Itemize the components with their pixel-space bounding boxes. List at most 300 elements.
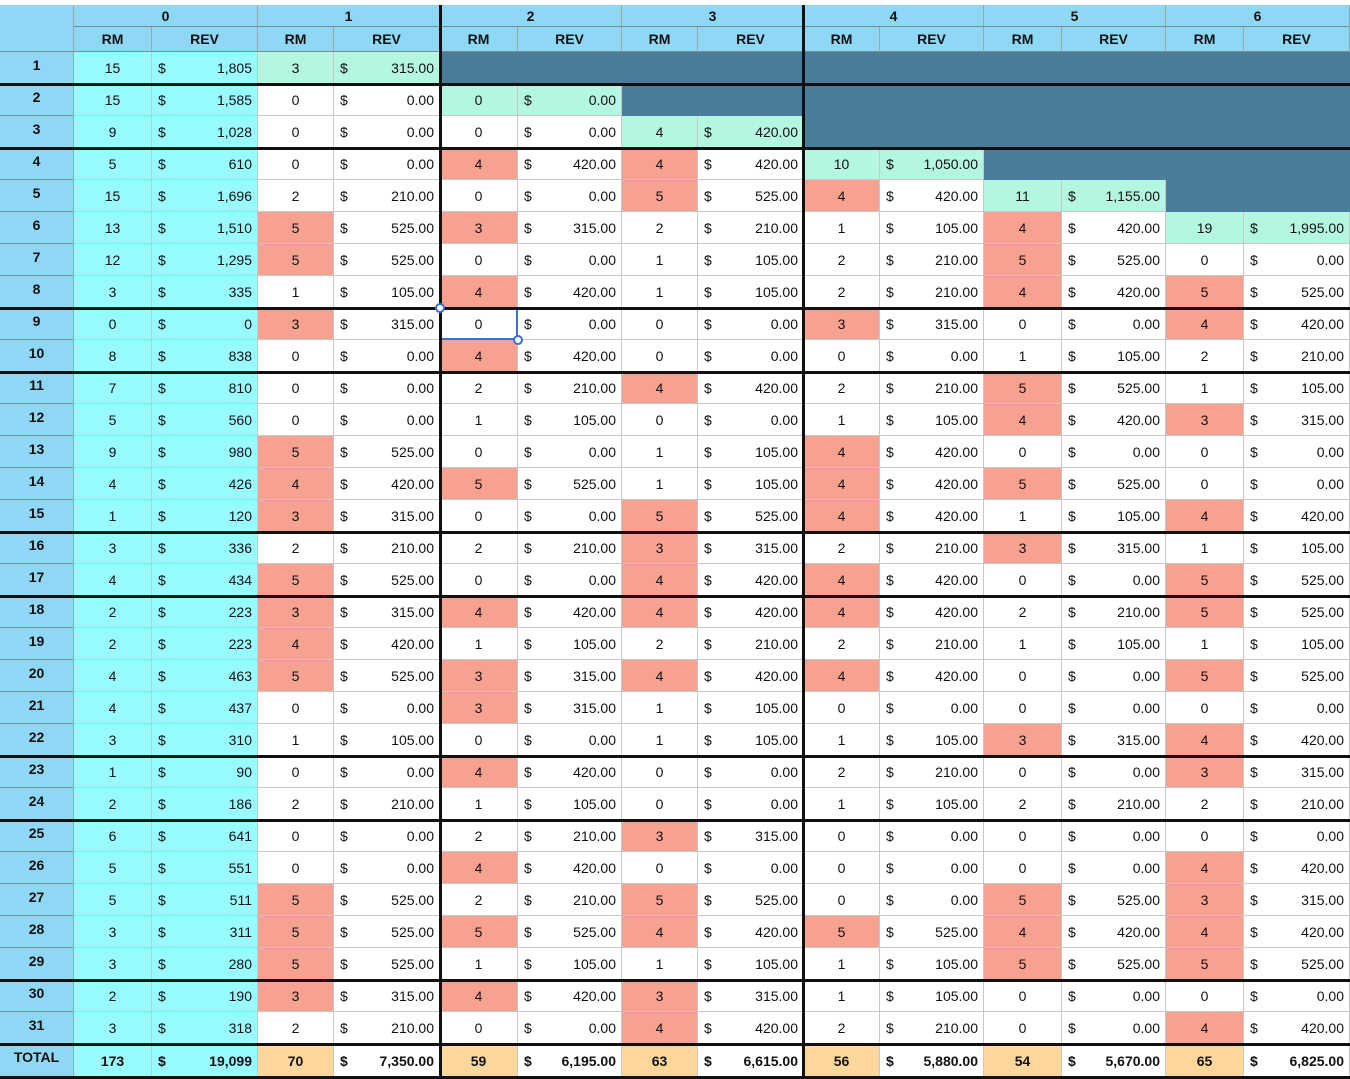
rm-cell[interactable]: 5	[258, 436, 334, 468]
rev-cell[interactable]	[518, 692, 622, 724]
rev-cell[interactable]	[1062, 1012, 1166, 1044]
rev-cell[interactable]	[518, 308, 622, 340]
rev-cell[interactable]	[1062, 596, 1166, 628]
rm-cell[interactable]: 1	[622, 948, 698, 980]
rev-header[interactable]: REV	[698, 27, 804, 52]
rm-cell[interactable]: 4	[622, 116, 698, 148]
rm-cell[interactable]: 0	[440, 436, 518, 468]
rev-cell[interactable]	[1244, 500, 1350, 532]
rm-cell[interactable]: 1	[440, 404, 518, 436]
rm-cell[interactable]: 4	[440, 980, 518, 1012]
rm-cell[interactable]: 1	[804, 404, 880, 436]
rev-cell[interactable]	[698, 948, 804, 980]
rev-cell[interactable]	[334, 724, 440, 756]
rev-cell[interactable]	[698, 212, 804, 244]
rev-cell[interactable]	[698, 820, 804, 852]
rm-cell[interactable]: 5	[258, 564, 334, 596]
rev-cell[interactable]	[1062, 436, 1166, 468]
rm-cell[interactable]: 3	[74, 916, 152, 948]
rm-header[interactable]: RM	[804, 27, 880, 52]
rm-cell[interactable]: 1	[258, 276, 334, 308]
rev-cell[interactable]	[698, 436, 804, 468]
rev-cell[interactable]	[152, 980, 258, 1012]
rm-cell[interactable]: 4	[1166, 1012, 1244, 1044]
row-header-2[interactable]: 2	[0, 84, 74, 116]
rev-cell[interactable]	[334, 212, 440, 244]
group-header-3[interactable]: 3	[622, 5, 804, 27]
rev-cell[interactable]	[152, 244, 258, 276]
rev-cell[interactable]	[698, 564, 804, 596]
row-header-19[interactable]: 19	[0, 628, 74, 660]
rm-cell[interactable]: 5	[984, 948, 1062, 980]
rev-cell[interactable]	[518, 948, 622, 980]
row-header-24[interactable]: 24	[0, 788, 74, 820]
total-rev-cell[interactable]	[518, 1044, 622, 1078]
rm-cell[interactable]: 2	[440, 532, 518, 564]
rev-cell[interactable]	[1244, 724, 1350, 756]
rm-cell[interactable]: 5	[984, 372, 1062, 404]
rev-cell[interactable]	[518, 212, 622, 244]
rm-cell[interactable]: 0	[804, 852, 880, 884]
rm-cell[interactable]: 2	[440, 884, 518, 916]
rev-cell[interactable]	[880, 724, 984, 756]
rev-cell[interactable]	[518, 724, 622, 756]
rm-cell[interactable]: 2	[804, 628, 880, 660]
rm-cell[interactable]: 2	[804, 244, 880, 276]
rev-cell[interactable]	[518, 500, 622, 532]
rev-cell[interactable]	[152, 724, 258, 756]
rev-cell[interactable]	[334, 244, 440, 276]
rev-cell[interactable]	[518, 916, 622, 948]
rev-cell[interactable]	[152, 372, 258, 404]
rm-cell[interactable]: 5	[74, 852, 152, 884]
rev-cell[interactable]	[880, 340, 984, 372]
rev-cell[interactable]	[334, 660, 440, 692]
rm-cell[interactable]: 4	[622, 1012, 698, 1044]
rm-cell[interactable]: 0	[984, 436, 1062, 468]
rm-cell[interactable]: 2	[622, 628, 698, 660]
rev-cell[interactable]	[880, 980, 984, 1012]
rev-cell[interactable]	[698, 308, 804, 340]
rev-header[interactable]: REV	[1062, 27, 1166, 52]
rev-cell[interactable]	[518, 980, 622, 1012]
rm-cell[interactable]: 5	[258, 660, 334, 692]
row-header-9[interactable]: 9	[0, 308, 74, 340]
rm-cell[interactable]: 3	[984, 532, 1062, 564]
selected-cell[interactable]: 0	[440, 308, 518, 340]
row-header-6[interactable]: 6	[0, 212, 74, 244]
rm-cell[interactable]: 3	[74, 724, 152, 756]
rev-cell[interactable]	[518, 788, 622, 820]
rm-cell[interactable]: 15	[74, 52, 152, 84]
rm-cell[interactable]: 0	[440, 1012, 518, 1044]
rm-cell[interactable]: 0	[1166, 244, 1244, 276]
rm-cell[interactable]: 5	[1166, 596, 1244, 628]
rev-cell[interactable]	[1244, 692, 1350, 724]
rev-cell[interactable]	[1244, 852, 1350, 884]
rev-cell[interactable]	[880, 1012, 984, 1044]
rev-cell[interactable]	[880, 404, 984, 436]
rev-cell[interactable]	[698, 180, 804, 212]
rev-cell[interactable]	[152, 404, 258, 436]
rev-cell[interactable]	[698, 244, 804, 276]
rm-cell[interactable]: 0	[984, 660, 1062, 692]
rev-cell[interactable]	[518, 468, 622, 500]
rev-cell[interactable]	[1062, 276, 1166, 308]
rm-cell[interactable]: 0	[1166, 820, 1244, 852]
rm-cell[interactable]: 4	[804, 500, 880, 532]
rev-cell[interactable]	[334, 84, 440, 116]
rev-cell[interactable]	[334, 180, 440, 212]
rev-cell[interactable]	[334, 980, 440, 1012]
rev-cell[interactable]	[518, 820, 622, 852]
rm-cell[interactable]: 2	[258, 788, 334, 820]
rm-cell[interactable]: 2	[74, 628, 152, 660]
rm-cell[interactable]: 2	[804, 372, 880, 404]
rm-cell[interactable]: 1	[622, 692, 698, 724]
rm-cell[interactable]: 0	[984, 308, 1062, 340]
rev-cell[interactable]	[334, 468, 440, 500]
rm-cell[interactable]: 4	[440, 276, 518, 308]
rev-cell[interactable]	[880, 852, 984, 884]
rm-cell[interactable]: 4	[440, 340, 518, 372]
rev-cell[interactable]	[334, 884, 440, 916]
rm-cell[interactable]: 0	[622, 788, 698, 820]
rm-cell[interactable]: 0	[258, 84, 334, 116]
rm-cell[interactable]: 5	[258, 244, 334, 276]
rm-cell[interactable]: 4	[804, 436, 880, 468]
rev-cell[interactable]	[334, 436, 440, 468]
rm-cell[interactable]: 2	[74, 596, 152, 628]
rev-cell[interactable]	[1244, 788, 1350, 820]
rev-cell[interactable]	[1062, 852, 1166, 884]
rm-cell[interactable]: 3	[258, 596, 334, 628]
rm-cell[interactable]: 0	[440, 500, 518, 532]
rev-cell[interactable]	[152, 148, 258, 180]
row-header-10[interactable]: 10	[0, 340, 74, 372]
rm-cell[interactable]: 5	[1166, 564, 1244, 596]
rev-cell[interactable]	[334, 500, 440, 532]
rev-cell[interactable]	[334, 692, 440, 724]
rm-cell[interactable]: 3	[1166, 404, 1244, 436]
rm-cell[interactable]: 4	[74, 692, 152, 724]
row-header-4[interactable]: 4	[0, 148, 74, 180]
rm-cell[interactable]: 4	[74, 564, 152, 596]
rm-cell[interactable]: 5	[440, 916, 518, 948]
total-rev-cell[interactable]	[1062, 1044, 1166, 1078]
rev-cell[interactable]	[518, 852, 622, 884]
rev-cell[interactable]	[1062, 788, 1166, 820]
rm-cell[interactable]: 1	[1166, 372, 1244, 404]
rm-cell[interactable]: 0	[440, 724, 518, 756]
rev-cell[interactable]	[880, 660, 984, 692]
rm-cell[interactable]: 6	[74, 820, 152, 852]
row-header-18[interactable]: 18	[0, 596, 74, 628]
rev-cell[interactable]	[698, 532, 804, 564]
rev-cell[interactable]	[1062, 180, 1166, 212]
rev-cell[interactable]	[1062, 500, 1166, 532]
rm-cell[interactable]: 5	[984, 244, 1062, 276]
rm-cell[interactable]: 3	[74, 1012, 152, 1044]
rev-cell[interactable]	[698, 980, 804, 1012]
rev-cell[interactable]	[1062, 468, 1166, 500]
rev-cell[interactable]	[698, 628, 804, 660]
rm-cell[interactable]: 9	[74, 116, 152, 148]
rm-cell[interactable]: 0	[804, 884, 880, 916]
rm-cell[interactable]: 0	[258, 820, 334, 852]
rm-cell[interactable]: 3	[622, 980, 698, 1012]
rm-cell[interactable]: 4	[804, 468, 880, 500]
rm-cell[interactable]: 15	[74, 84, 152, 116]
row-header-30[interactable]: 30	[0, 980, 74, 1012]
rm-cell[interactable]: 0	[440, 180, 518, 212]
rm-cell[interactable]: 4	[804, 180, 880, 212]
rm-cell[interactable]: 0	[1166, 692, 1244, 724]
rev-cell[interactable]	[334, 916, 440, 948]
rm-cell[interactable]: 0	[1166, 980, 1244, 1012]
rm-cell[interactable]: 1	[440, 628, 518, 660]
row-header-21[interactable]: 21	[0, 692, 74, 724]
rev-cell[interactable]	[1244, 948, 1350, 980]
rm-cell[interactable]: 3	[258, 980, 334, 1012]
total-rev-cell[interactable]	[152, 1044, 258, 1078]
row-header-28[interactable]: 28	[0, 916, 74, 948]
rm-cell[interactable]: 0	[258, 404, 334, 436]
rev-cell[interactable]	[1062, 628, 1166, 660]
rev-cell[interactable]	[698, 116, 804, 148]
rm-cell[interactable]: 12	[74, 244, 152, 276]
rm-cell[interactable]: 5	[74, 884, 152, 916]
total-rev-cell[interactable]	[1244, 1044, 1350, 1078]
rev-cell[interactable]	[880, 500, 984, 532]
rev-cell[interactable]	[1062, 372, 1166, 404]
rev-header[interactable]: REV	[334, 27, 440, 52]
rev-header[interactable]: REV	[880, 27, 984, 52]
rev-cell[interactable]	[518, 340, 622, 372]
rm-cell[interactable]: 3	[74, 276, 152, 308]
rev-cell[interactable]	[1062, 884, 1166, 916]
total-rm-cell[interactable]: 56	[804, 1044, 880, 1078]
row-header-29[interactable]: 29	[0, 948, 74, 980]
rev-cell[interactable]	[880, 212, 984, 244]
rev-cell[interactable]	[698, 884, 804, 916]
rev-cell[interactable]	[1062, 532, 1166, 564]
rev-cell[interactable]	[880, 180, 984, 212]
rm-cell[interactable]: 4	[74, 660, 152, 692]
row-header-31[interactable]: 31	[0, 1012, 74, 1044]
rev-cell[interactable]	[152, 436, 258, 468]
rm-cell[interactable]: 1	[804, 948, 880, 980]
rm-cell[interactable]: 5	[74, 148, 152, 180]
rev-cell[interactable]	[1244, 372, 1350, 404]
rev-cell[interactable]	[518, 244, 622, 276]
row-header-23[interactable]: 23	[0, 756, 74, 788]
rm-cell[interactable]: 3	[258, 52, 334, 84]
group-header-4[interactable]: 4	[804, 5, 984, 27]
rm-cell[interactable]: 5	[622, 500, 698, 532]
rm-cell[interactable]: 1	[804, 788, 880, 820]
rm-cell[interactable]: 1	[984, 628, 1062, 660]
rm-cell[interactable]: 19	[1166, 212, 1244, 244]
rev-cell[interactable]	[334, 820, 440, 852]
rm-cell[interactable]: 0	[440, 244, 518, 276]
rm-cell[interactable]: 4	[804, 596, 880, 628]
rev-cell[interactable]	[1244, 660, 1350, 692]
total-rm-cell[interactable]: 63	[622, 1044, 698, 1078]
rev-cell[interactable]	[698, 756, 804, 788]
rm-cell[interactable]: 0	[440, 116, 518, 148]
rm-cell[interactable]: 3	[984, 724, 1062, 756]
rev-cell[interactable]	[334, 404, 440, 436]
rev-cell[interactable]	[152, 916, 258, 948]
row-header-5[interactable]: 5	[0, 180, 74, 212]
rev-cell[interactable]	[518, 564, 622, 596]
rm-cell[interactable]: 4	[804, 660, 880, 692]
rm-cell[interactable]: 0	[258, 148, 334, 180]
rev-cell[interactable]	[518, 436, 622, 468]
rm-cell[interactable]: 0	[258, 340, 334, 372]
rm-cell[interactable]: 0	[984, 692, 1062, 724]
rev-cell[interactable]	[334, 1012, 440, 1044]
rm-cell[interactable]: 2	[622, 212, 698, 244]
rev-cell[interactable]	[1244, 596, 1350, 628]
rev-cell[interactable]	[880, 532, 984, 564]
rm-cell[interactable]: 1	[74, 756, 152, 788]
rev-cell[interactable]	[880, 820, 984, 852]
row-header-22[interactable]: 22	[0, 724, 74, 756]
rev-cell[interactable]	[334, 564, 440, 596]
rev-cell[interactable]	[1244, 564, 1350, 596]
rm-cell[interactable]: 0	[622, 852, 698, 884]
rev-cell[interactable]	[152, 276, 258, 308]
rm-cell[interactable]: 4	[1166, 852, 1244, 884]
rm-cell[interactable]: 4	[622, 372, 698, 404]
rm-cell[interactable]: 4	[804, 564, 880, 596]
rev-cell[interactable]	[1062, 564, 1166, 596]
rm-cell[interactable]: 0	[440, 84, 518, 116]
rm-cell[interactable]: 1	[622, 244, 698, 276]
rm-header[interactable]: RM	[440, 27, 518, 52]
total-rm-cell[interactable]: 59	[440, 1044, 518, 1078]
rm-cell[interactable]: 2	[74, 788, 152, 820]
rev-cell[interactable]	[880, 372, 984, 404]
rm-cell[interactable]: 3	[440, 692, 518, 724]
rm-cell[interactable]: 4	[622, 916, 698, 948]
rev-cell[interactable]	[518, 1012, 622, 1044]
rev-cell[interactable]	[1244, 980, 1350, 1012]
rev-cell[interactable]	[152, 692, 258, 724]
rm-cell[interactable]: 4	[622, 148, 698, 180]
rm-cell[interactable]: 0	[622, 308, 698, 340]
rm-header[interactable]: RM	[74, 27, 152, 52]
total-rev-cell[interactable]	[698, 1044, 804, 1078]
rev-cell[interactable]	[334, 116, 440, 148]
rev-cell[interactable]	[518, 756, 622, 788]
rm-cell[interactable]: 2	[984, 596, 1062, 628]
rev-cell[interactable]	[1244, 916, 1350, 948]
rm-cell[interactable]: 2	[804, 276, 880, 308]
rm-cell[interactable]: 2	[804, 1012, 880, 1044]
rm-cell[interactable]: 0	[984, 852, 1062, 884]
rm-cell[interactable]: 3	[622, 820, 698, 852]
rm-cell[interactable]: 3	[622, 532, 698, 564]
rm-cell[interactable]: 2	[258, 180, 334, 212]
rm-cell[interactable]: 1	[984, 340, 1062, 372]
rev-cell[interactable]	[880, 884, 984, 916]
rm-cell[interactable]: 0	[804, 340, 880, 372]
rev-cell[interactable]	[1062, 244, 1166, 276]
group-header-2[interactable]: 2	[440, 5, 622, 27]
rev-cell[interactable]	[1244, 212, 1350, 244]
rev-cell[interactable]	[880, 276, 984, 308]
rm-cell[interactable]: 1	[804, 724, 880, 756]
rev-cell[interactable]	[334, 756, 440, 788]
rm-cell[interactable]: 0	[622, 404, 698, 436]
rev-cell[interactable]	[1244, 308, 1350, 340]
rev-cell[interactable]	[1244, 436, 1350, 468]
rm-cell[interactable]: 5	[1166, 948, 1244, 980]
rm-cell[interactable]: 0	[804, 820, 880, 852]
rev-cell[interactable]	[698, 372, 804, 404]
total-rm-cell[interactable]: 54	[984, 1044, 1062, 1078]
rev-cell[interactable]	[152, 340, 258, 372]
rm-cell[interactable]: 3	[440, 660, 518, 692]
rev-cell[interactable]	[1244, 1012, 1350, 1044]
rev-cell[interactable]	[334, 148, 440, 180]
rm-cell[interactable]: 2	[1166, 788, 1244, 820]
rev-cell[interactable]	[518, 404, 622, 436]
rm-cell[interactable]: 0	[622, 340, 698, 372]
rm-cell[interactable]: 0	[622, 756, 698, 788]
rm-cell[interactable]: 0	[984, 1012, 1062, 1044]
rev-cell[interactable]	[698, 1012, 804, 1044]
rm-cell[interactable]: 0	[74, 308, 152, 340]
rev-cell[interactable]	[152, 596, 258, 628]
row-header-7[interactable]: 7	[0, 244, 74, 276]
rev-cell[interactable]	[152, 116, 258, 148]
rm-cell[interactable]: 1	[440, 788, 518, 820]
rm-header[interactable]: RM	[984, 27, 1062, 52]
rm-cell[interactable]: 3	[74, 948, 152, 980]
rev-cell[interactable]	[880, 436, 984, 468]
group-header-0[interactable]: 0	[74, 5, 258, 27]
rev-cell[interactable]	[334, 628, 440, 660]
rm-cell[interactable]: 3	[74, 532, 152, 564]
rev-cell[interactable]	[1062, 692, 1166, 724]
total-rev-cell[interactable]	[880, 1044, 984, 1078]
rm-cell[interactable]: 1	[622, 436, 698, 468]
rm-cell[interactable]: 11	[984, 180, 1062, 212]
rev-cell[interactable]	[880, 596, 984, 628]
total-rev-cell[interactable]	[334, 1044, 440, 1078]
total-rm-cell[interactable]: 173	[74, 1044, 152, 1078]
rev-cell[interactable]	[518, 180, 622, 212]
rm-cell[interactable]: 4	[984, 916, 1062, 948]
row-header-11[interactable]: 11	[0, 372, 74, 404]
rev-cell[interactable]	[334, 276, 440, 308]
rev-cell[interactable]	[698, 724, 804, 756]
rm-cell[interactable]: 7	[74, 372, 152, 404]
rev-cell[interactable]	[334, 852, 440, 884]
rev-cell[interactable]	[1244, 276, 1350, 308]
rev-cell[interactable]	[152, 756, 258, 788]
rev-cell[interactable]	[880, 692, 984, 724]
rev-cell[interactable]	[152, 212, 258, 244]
rm-cell[interactable]: 2	[1166, 340, 1244, 372]
rev-cell[interactable]	[880, 628, 984, 660]
rev-cell[interactable]	[698, 500, 804, 532]
rm-cell[interactable]: 1	[1166, 628, 1244, 660]
